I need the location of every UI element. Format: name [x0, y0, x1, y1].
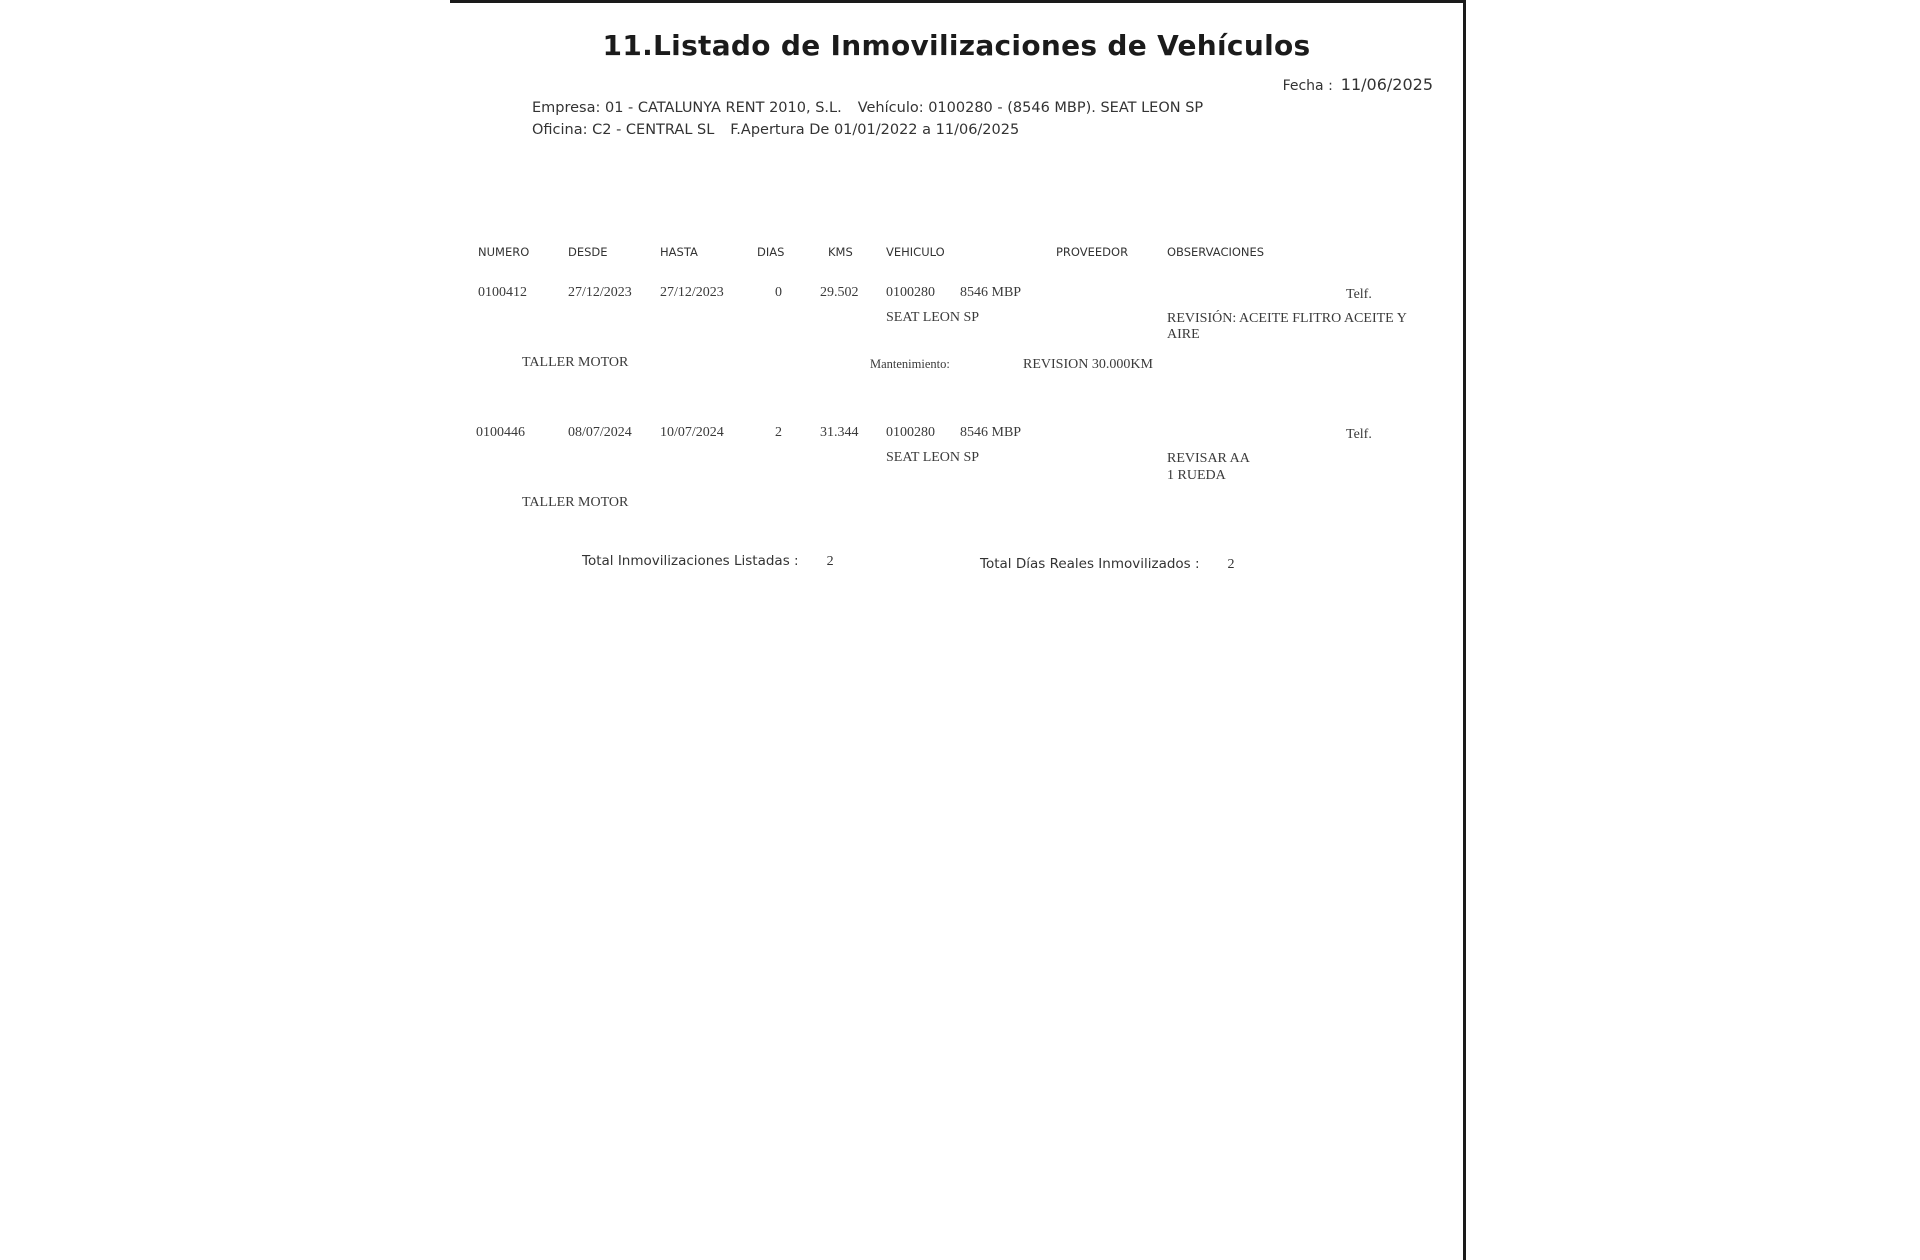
col-header-desde: DESDE — [568, 245, 608, 259]
oficina-filter: Oficina: C2 - CENTRAL SL — [532, 122, 715, 138]
row-mantenimiento-value: REVISION 30.000KM — [1023, 357, 1153, 372]
row-hasta: 10/07/2024 — [660, 425, 724, 440]
col-header-hasta: HASTA — [660, 245, 698, 259]
row-vehicle-plate: 8546 MBP — [960, 285, 1022, 300]
row-observaciones: REVISIÓN: ACEITE FLITRO ACEITE Y AIRE — [1167, 311, 1407, 342]
col-header-observaciones: OBSERVACIONES — [1167, 245, 1265, 259]
row-observaciones-line-2: 1 RUEDA — [1167, 468, 1226, 483]
report-title: 11.Listado de Inmovilizaciones de Vehículos — [602, 29, 1311, 62]
date-label: Fecha : — [1282, 78, 1333, 94]
apertura-filter: F.Apertura De 01/01/2022 a 11/06/2025 — [730, 122, 1020, 138]
row-vehicle-code: 0100280 — [886, 425, 935, 440]
row-telf: Telf. — [1346, 287, 1372, 302]
row-vehicle-code: 0100280 — [886, 285, 935, 300]
total-dias-value: 2 — [1227, 557, 1235, 572]
empresa-filter: Empresa: 01 - CATALUNYA RENT 2010, S.L. — [532, 100, 842, 116]
date-value: 11/06/2025 — [1340, 75, 1433, 94]
report-date — [1283, 75, 1433, 94]
col-header-dias: DIAS — [757, 245, 785, 259]
col-header-proveedor: PROVEEDOR — [1056, 245, 1129, 259]
row-dias: 0 — [775, 285, 782, 300]
col-header-numero: NUMERO — [478, 245, 530, 259]
row-mantenimiento-label: Mantenimiento: — [870, 357, 950, 371]
filter-line-1 — [532, 100, 1203, 116]
row-numero: 0100446 — [476, 425, 525, 440]
row-hasta: 27/12/2023 — [660, 285, 724, 300]
filter-line-2 — [532, 122, 1019, 138]
vehiculo-filter: Vehículo: 0100280 - (8546 MBP). SEAT LEON SP — [857, 100, 1204, 116]
row-telf: Telf. — [1346, 427, 1372, 442]
row-kms: 29.502 — [820, 285, 859, 300]
row-desde: 08/07/2024 — [568, 425, 632, 440]
row-numero: 0100412 — [478, 285, 527, 300]
row-dias: 2 — [775, 425, 782, 440]
total-listadas-label: Total Inmovilizaciones Listadas : — [582, 553, 799, 569]
row-taller: TALLER MOTOR — [522, 495, 629, 510]
total-listadas — [582, 553, 834, 570]
row-kms: 31.344 — [820, 425, 859, 440]
report-page — [450, 0, 1466, 1260]
total-listadas-value: 2 — [826, 554, 834, 569]
total-dias — [980, 556, 1235, 573]
row-desde: 27/12/2023 — [568, 285, 632, 300]
row-vehicle-plate: 8546 MBP — [960, 425, 1022, 440]
row-vehicle-model: SEAT LEON SP — [886, 450, 980, 465]
total-dias-label: Total Días Reales Inmovilizados : — [980, 556, 1200, 572]
col-header-kms: KMS — [828, 245, 853, 259]
row-vehicle-model: SEAT LEON SP — [886, 310, 980, 325]
row-taller: TALLER MOTOR — [522, 355, 629, 370]
row-observaciones-line-1: REVISAR AA — [1167, 451, 1250, 466]
col-header-vehiculo: VEHICULO — [886, 245, 945, 259]
